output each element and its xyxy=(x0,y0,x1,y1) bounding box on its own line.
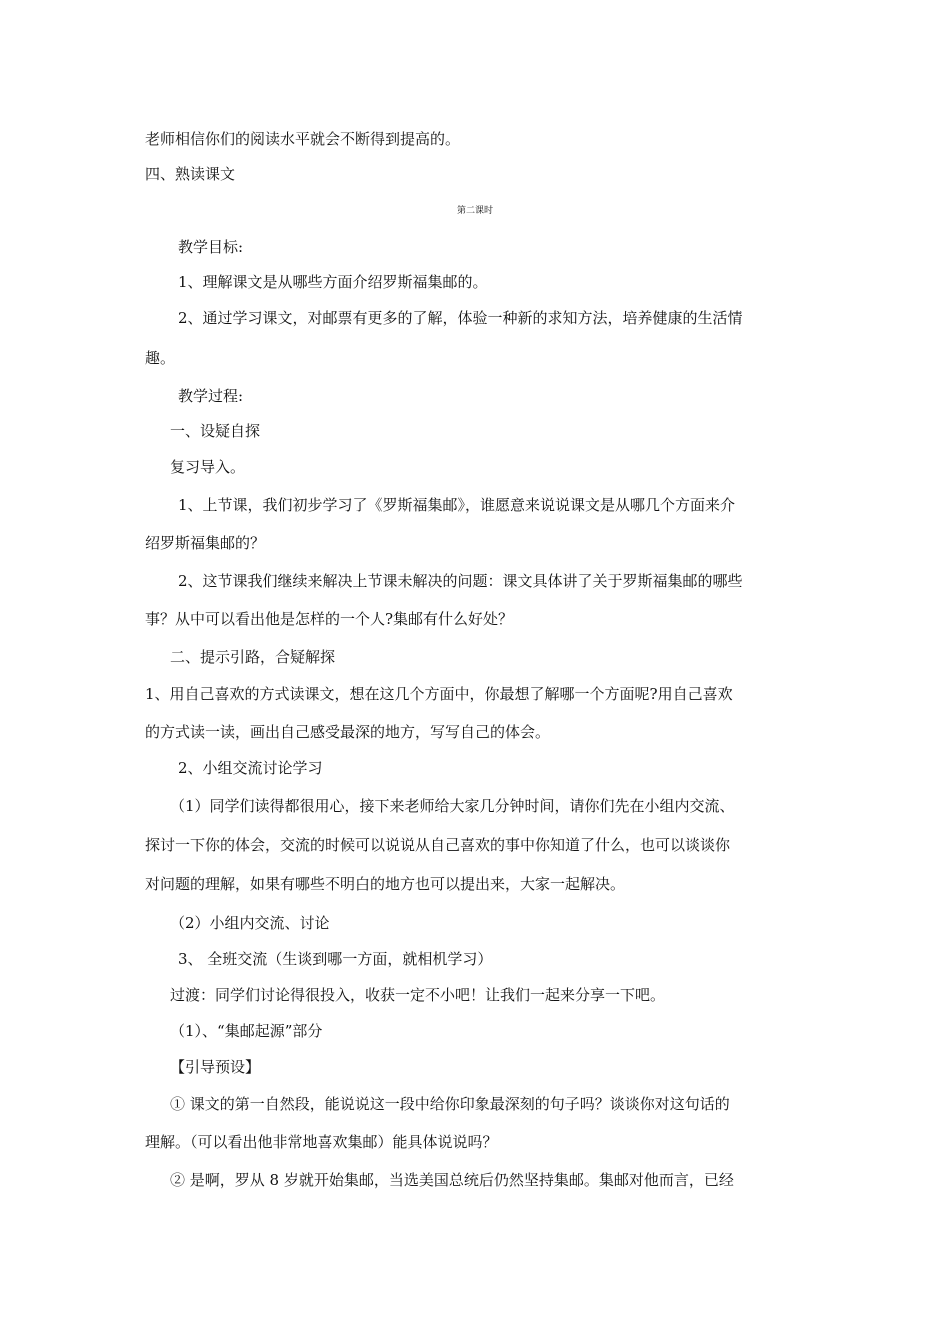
text-line: （2）小组内交流、讨论 xyxy=(170,914,330,932)
text-line: 3、 全班交流（生谈到哪一方面，就相机学习） xyxy=(178,950,493,968)
text-line: 事？从中可以看出他是怎样的一个人?集邮有什么好处？ xyxy=(145,610,514,628)
text-line: 1、上节课，我们初步学习了《罗斯福集邮》，谁愿意来说说课文是从哪几个方面来介 xyxy=(178,496,736,514)
text-line: 2、通过学习课文，对邮票有更多的了解，体验一种新的求知方法，培养健康的生活情 xyxy=(178,309,743,327)
text-line: 的方式读一读，画出自己感受最深的地方，写写自己的体会。 xyxy=(145,723,551,741)
section-heading: 二、提示引路，合疑解探 xyxy=(170,648,336,666)
text-line: 2、小组交流讨论学习 xyxy=(178,759,323,777)
subheading: 教学目标: xyxy=(178,238,244,256)
text-line: 2、这节课我们继续来解决上节课未解决的问题：课文具体讲了关于罗斯福集邮的哪些 xyxy=(178,572,743,590)
text-line: 理解。（可以看出他非常地喜欢集邮）能具体说说吗？ xyxy=(145,1133,498,1151)
text-line: （1）、“集邮起源”部分 xyxy=(170,1022,323,1040)
text-line: 1、理解课文是从哪些方面介绍罗斯福集邮的。 xyxy=(178,273,488,291)
text-line: 【引导预设】 xyxy=(170,1058,261,1076)
text-line: 对问题的理解，如果有哪些不明白的地方也可以提出来，大家一起解决。 xyxy=(145,875,626,893)
text-line: 复习导入。 xyxy=(170,458,246,476)
subheading: 教学过程: xyxy=(178,387,244,405)
text-line: ① 课文的第一自然段，能说说这一段中给你印象最深刻的句子吗？谈谈你对这句话的 xyxy=(170,1095,730,1113)
text-line: ② 是啊，罗从 8 岁就开始集邮，当选美国总统后仍然坚持集邮。集邮对他而言，已经 xyxy=(170,1171,734,1189)
section-heading: 一、设疑自探 xyxy=(170,422,261,440)
text-line: 过渡：同学们讨论得很投入，收获一定不小吧！让我们一起来分享一下吧。 xyxy=(170,986,666,1004)
section-heading: 四、熟读课文 xyxy=(145,165,236,183)
text-line: 趣。 xyxy=(145,349,176,367)
text-line: 绍罗斯福集邮的？ xyxy=(145,534,266,552)
text-line: 探讨一下你的体会，交流的时候可以说说从自己喜欢的事中你知道了什么，也可以谈谈你 xyxy=(145,836,731,854)
text-line: （1）同学们读得都很用心，接下来老师给大家几分钟时间，请你们先在小组内交流、 xyxy=(170,797,735,815)
text-line: 老师相信你们的阅读水平就会不断得到提高的。 xyxy=(145,130,461,148)
lesson-title: 第二课时 xyxy=(456,206,493,216)
text-line: 1、用自己喜欢的方式读课文，想在这几个方面中，你最想了解哪一个方面呢?用自己喜欢 xyxy=(145,685,733,703)
